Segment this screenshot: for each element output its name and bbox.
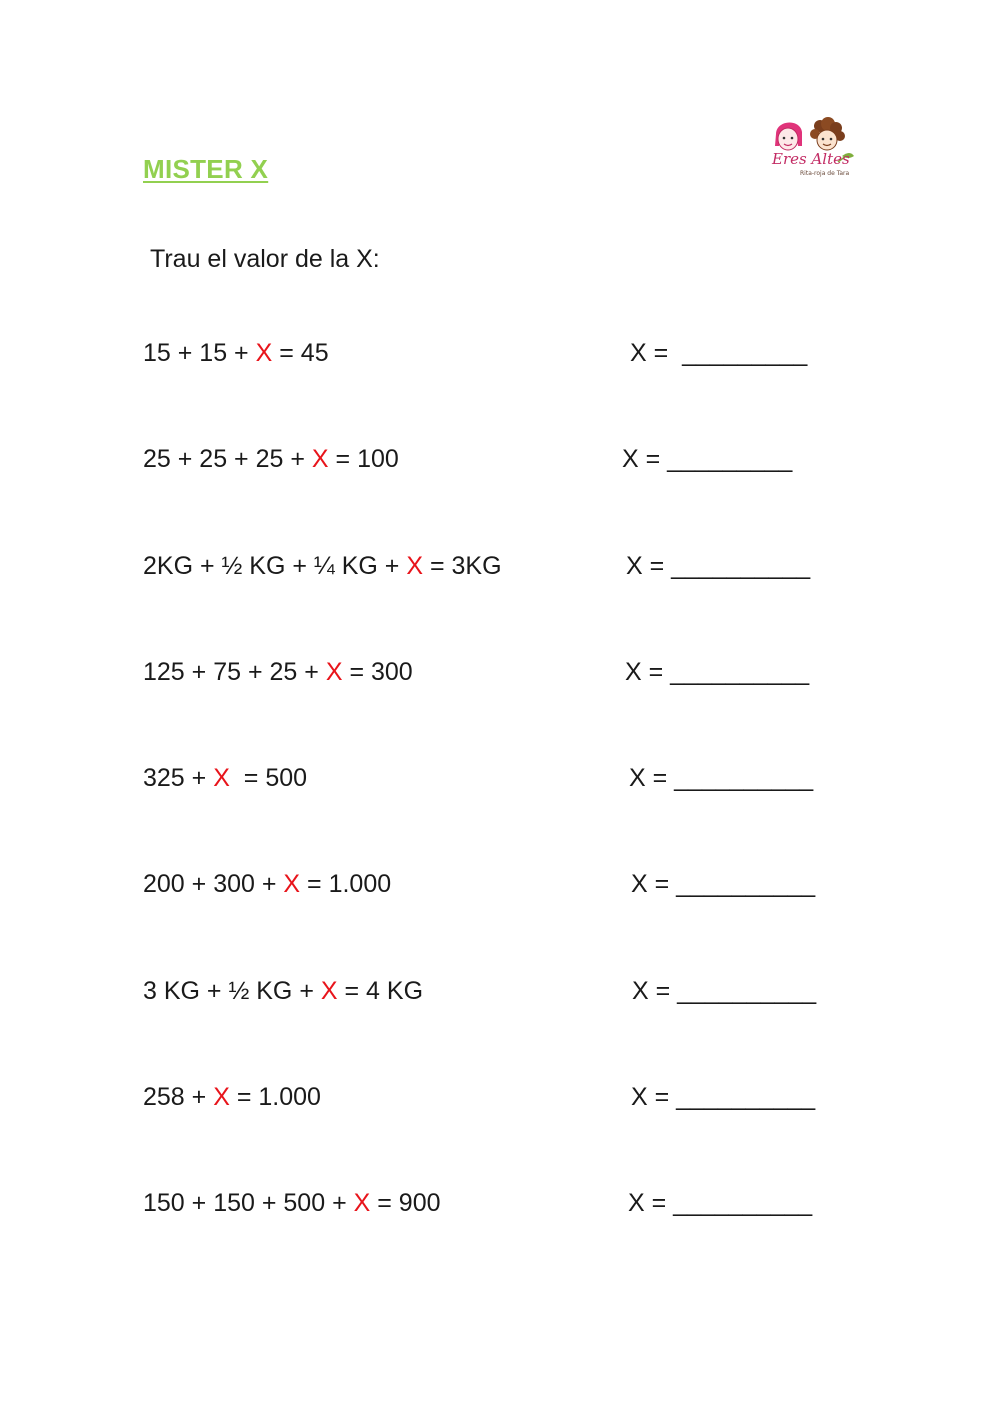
equation-right: = 900: [370, 1189, 441, 1217]
equation-row: [143, 444, 399, 474]
answer-blank[interactable]: X = __________: [629, 764, 814, 792]
logo-text: Eres Altes: [772, 150, 850, 168]
equation-row: [143, 338, 329, 368]
equation-left: 25 + 25 + 25 +: [143, 445, 312, 473]
unknown-x: X: [213, 1083, 230, 1111]
equation-row: [143, 976, 423, 1006]
equation-left: 150 + 150 + 500 +: [143, 1189, 354, 1217]
equation-right: = 1.000: [229, 1083, 321, 1111]
unknown-x: X: [283, 870, 301, 898]
unknown-x: X: [353, 1189, 371, 1217]
eres-altes-logo: [770, 112, 856, 186]
equation-left: 3 KG + ½ KG +: [143, 977, 321, 1005]
equation-left: 2KG + ½ KG + ¼ KG +: [143, 552, 407, 580]
equation-left: 125 + 75 + 25 +: [143, 658, 326, 686]
equation-right: = 500: [229, 764, 308, 792]
logo-subtext: Rita-roja de Tara: [800, 170, 850, 177]
instruction-text: Trau el valor de la X:: [150, 245, 380, 273]
unknown-x: X: [320, 977, 338, 1005]
equation-row: [143, 1082, 321, 1112]
equation-left: 325 +: [143, 764, 214, 792]
equation-row: [143, 657, 413, 687]
unknown-x: X: [406, 552, 424, 580]
equation-right: = 100: [328, 445, 399, 473]
answer-blank[interactable]: X = _________: [622, 445, 793, 473]
equation-left: 200 + 300 +: [143, 870, 284, 898]
unknown-x: X: [311, 445, 329, 473]
unknown-x: X: [255, 339, 273, 367]
answer-blank[interactable]: X = __________: [626, 552, 811, 580]
equation-right: = 300: [342, 658, 413, 686]
equation-right: = 1.000: [300, 870, 392, 898]
worksheet-title: MISTER X: [143, 154, 269, 184]
unknown-x: X: [213, 764, 230, 792]
equation-right: = 3KG: [423, 552, 502, 580]
answer-blank[interactable]: X = _________: [630, 339, 808, 367]
answer-blank[interactable]: X = __________: [631, 1083, 816, 1111]
equation-right: = 4 KG: [337, 977, 424, 1005]
equation-right: = 45: [272, 339, 329, 367]
answer-blank[interactable]: X = __________: [628, 1189, 813, 1217]
equation-row: [143, 1188, 441, 1218]
equation-row: [143, 551, 502, 581]
equation-row: [143, 869, 391, 899]
answer-blank[interactable]: X = __________: [632, 977, 817, 1005]
equation-row: [143, 763, 307, 793]
unknown-x: X: [325, 658, 343, 686]
equation-left: 15 + 15 +: [143, 339, 256, 367]
equation-left: 258 +: [143, 1083, 214, 1111]
answer-blank[interactable]: X = __________: [631, 870, 816, 898]
answer-blank[interactable]: X = __________: [625, 658, 810, 686]
